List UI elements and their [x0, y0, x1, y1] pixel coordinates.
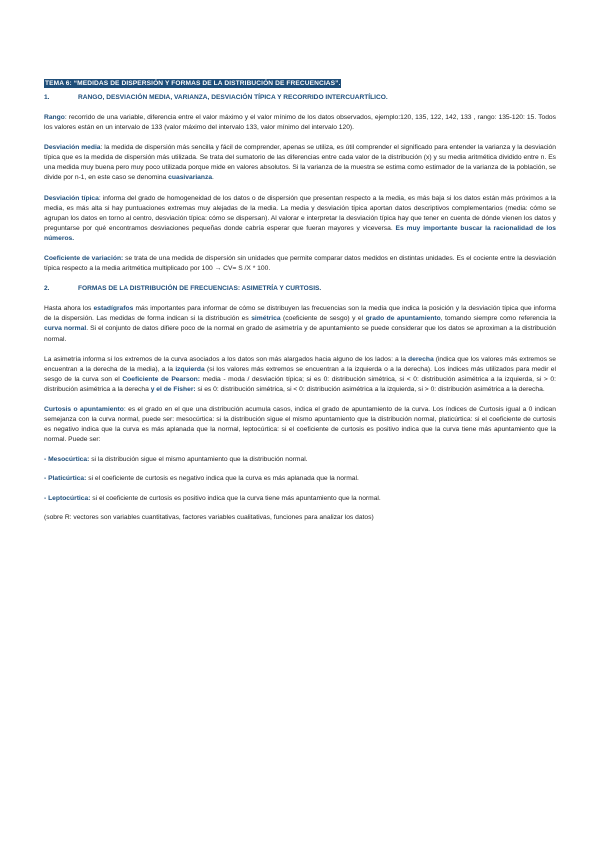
- estadigrafos-t5: . Si el conjunto de datos difiere poco de la normal en grado de asimetría y de apuntamiento se puede considerar que los datos se aproximan a la distribución normal.: [44, 325, 556, 343]
- desviacion-media-text: : la medida de dispersión más sencilla y fácil de comprender, apenas se utiliza, es útil comprender el significado para entender la varianza y la desviación típica que es la medida de dispersión más utilizada. Se trata del sumatorio de las diferencias entre cada valor de la distribución (x) y su media aritmética dividido entre n. Es una medida muy buena pero muy poco utilizada porque mide en valores absolutos. Si la varianza de la muestra se estima como estimador de la varianza de la población, se divide por n-1, en este caso se denomina: [44, 144, 556, 182]
- desviacion-media-paragraph: [44, 143, 556, 183]
- simetrica-term: simétrica: [251, 315, 281, 323]
- pearson-term: Coeficiente de Pearson:: [122, 375, 200, 383]
- desviacion-tipica-term: Desviación típica: [44, 194, 99, 202]
- asimetria-t5: si es 0: distribución simétrica, si < 0: distribución asimétrica a la izquierda, si > 0: distribución asimétrica a la derecha.: [195, 385, 545, 393]
- leptocurtica-text: si el coeficiente de curtosis es positivo indica que la curva tiene más apuntamiento que la normal.: [90, 494, 381, 502]
- cuasivarianza-term: cuasivarianza: [168, 174, 213, 182]
- estadigrafos-t3: (coeficiente de sesgo) y el: [280, 315, 366, 323]
- curtosis-paragraph: [44, 405, 556, 445]
- estadigrafos-t2: más importantes para informar de cómo se distribuyen las frecuencias son la media que indica la posición y la desviación típica que informa de la dispersión. Las medidas de forma indican si la distribución es: [44, 305, 556, 323]
- title-line: [44, 72, 556, 87]
- curva-normal-term: curva normal: [44, 325, 87, 333]
- section-2-number: 2.: [44, 285, 50, 293]
- desviacion-tipica-emphasis: Es muy importante buscar la racionalidad de los números.: [44, 224, 557, 242]
- desviacion-media-term: Desviación media: [44, 144, 101, 152]
- section-2-heading: [44, 284, 556, 293]
- rango-paragraph: [44, 113, 556, 133]
- platicurtica-term: - Platicúrtica:: [44, 475, 87, 483]
- coef-variacion-paragraph: [44, 254, 556, 274]
- asimetria-t1: La asimetría informa si los extremos de la curva asociados a los datos son más alargados hacia alguno de los lados: a la: [44, 355, 409, 363]
- curtosis-text: : es el grado en el que una distribución acumula casos, indica el grado de apuntamiento de la curva. Los índices de Curtosis igual a 0 indican semejanza con la curva normal, puede ser: mesocúrtica: si la distribución sigue el mismo apuntamiento que la distribución normal, platicúrtica: si el coeficiente de curtosis es negativo indica que la curva es más aplanada que la normal, leptocúrtica: si el coeficiente de curtosis es positivo indica que la curva tiene más apuntamiento que la normal. Puede ser:: [44, 405, 556, 444]
- fisher-term: y el de Fisher:: [150, 385, 196, 393]
- section-1-heading: [44, 93, 556, 102]
- curtosis-term: Curtosis o apuntamiento: [44, 405, 124, 413]
- grado-apuntamiento-term: grado de apuntamiento: [365, 315, 441, 323]
- mesocurtica-term: - Mesocúrtica:: [44, 456, 90, 464]
- platicurtica-text: si el coeficiente de curtosis es negativo indica que la curva es más aplanada que la normal.: [86, 475, 359, 483]
- footnote: (sobre R: vectores son variables cuantitativas, factores variables cualitativas, funciones para analizar los datos): [44, 513, 374, 521]
- list-item-mesocurtica: [44, 455, 556, 465]
- estadigrafos-term: estadígrafos: [93, 305, 134, 313]
- estadigrafos-t4: , tomando siempre como referencia la: [440, 315, 556, 323]
- izquierda-term: izquierda: [175, 365, 205, 373]
- asimetria-t2: (indica que los valores más extremos se encuentran a la derecha de la media), a la: [44, 355, 556, 373]
- list-item-leptocurtica: [44, 494, 556, 504]
- asimetria-paragraph: [44, 355, 556, 395]
- section-2-title: FORMAS DE LA DISTRIBUCIÓN DE FRECUENCIAS: ASIMETRÍA Y CURTOSIS.: [78, 285, 322, 293]
- rango-text: : recorrido de una variable, diferencia entre el valor máximo y el valor mínimo de los datos observados, ejemplo:120, 135, 122, 142, 133 , rango: 135-120: 15. Todos los valores están en un intervalo de 133 (valor máximo del intervalo 133, valor mínimo del intervalo 120).: [44, 114, 556, 132]
- desviacion-tipica-paragraph: [44, 194, 556, 244]
- list-item-platicurtica: [44, 474, 556, 484]
- document-title: TEMA 6: “MEDIDAS DE DISPERSIÓN Y FORMAS DE LA DISTRIBUCIÓN DE FRECUENCIAS”.: [45, 80, 341, 87]
- asimetria-t4: media - moda / desviación típica; si es 0: distribución simétrica, si < 0: distribución asimétrica a la izquierda, si > 0: distribución asimétrica a la derecha: [44, 375, 556, 393]
- coef-variacion-text: se trata de una medida de dispersión sin unidades que permite comparar datos medidos en distintas unidades. Es el cociente entre la desviación típica respecto a la media aritmética multiplicado por 100 → CV= S /X * 100.: [44, 255, 556, 273]
- estadigrafos-paragraph: [44, 304, 556, 344]
- leptocurtica-term: - Leptocúrtica:: [44, 494, 91, 502]
- mesocurtica-text: si la distribución sigue el mismo apuntamiento que la distribución normal.: [89, 456, 308, 464]
- section-1-number: 1.: [44, 94, 50, 101]
- section-1-title: RANGO, DESVIACIÓN MEDIA, VARIANZA, DESVIACIÓN TÍPICA Y RECORRIDO INTERCUARTÍLICO.: [78, 94, 388, 101]
- estadigrafos-t1: Hasta ahora los: [44, 305, 94, 313]
- desviacion-tipica-text: : informa del grado de homogeneidad de los datos o de dispersión que presentan respecto a la media, es más baja si los datos están más próximos a la media, es más alta si hay puntuaciones extremas muy alejadas de la media. La media y desviación típica aportan datos descriptivos complementarios (media: cómo se agrupan los datos en torno al centro, desviación típica: cómo se dispersan). Al valorar e interpretar la desviación típica hay que tener en cuenta de dónde vienen los datos y preguntarse por qué encontramos desviaciones pequeñas donde cabría esperar que fueran mayores y viceversa.: [44, 194, 556, 232]
- desviacion-media-end: .: [212, 174, 214, 182]
- rango-term: Rango: [44, 114, 65, 121]
- asimetria-t3: (si los valores más extremos se encuentran a la izquierda o a la derecha). Los índices más utilizados para medir el sesgo de la curva son el: [44, 365, 556, 383]
- derecha-term: derecha: [408, 355, 434, 363]
- coef-variacion-term: Coeficiente de variación:: [44, 255, 124, 263]
